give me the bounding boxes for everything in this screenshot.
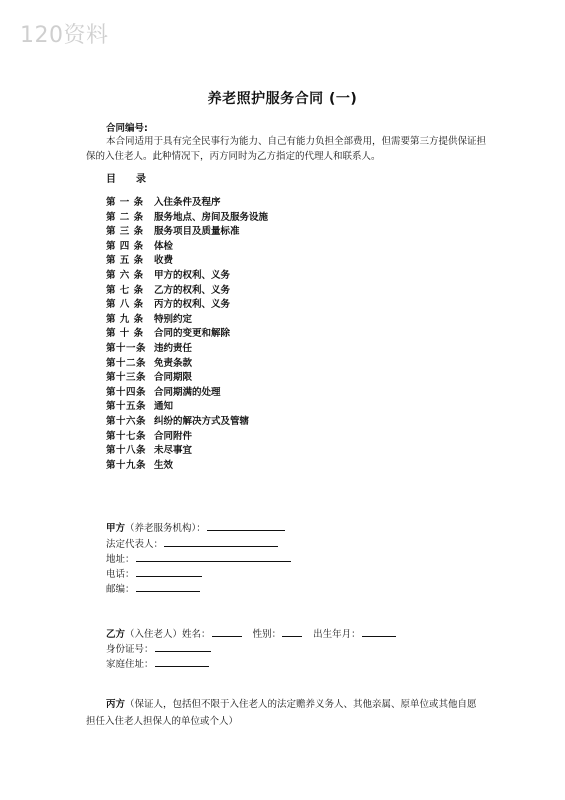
toc-item-number: 第十五条: [106, 401, 147, 413]
toc-item-number: 第 九 条: [106, 313, 144, 325]
toc-item-number: 第 一 条: [106, 197, 144, 208]
toc-item-text: 合同的变更和解除: [154, 328, 231, 340]
toc-item: [106, 457, 268, 472]
toc-item: [106, 398, 268, 413]
toc-item-text: 合同附件: [154, 430, 193, 442]
toc-item-number: 第十二条: [106, 357, 147, 369]
toc-item-number: 第 三 条: [106, 226, 144, 238]
party-a-phone-label: 电话：: [106, 569, 135, 580]
toc-item-number: 第 二 条: [106, 211, 144, 223]
party-a-postcode-label: 邮编：: [106, 584, 135, 595]
toc-item: [106, 355, 268, 370]
toc-item-number: 第 四 条: [106, 240, 144, 252]
party-b-id-blank[interactable]: [155, 640, 211, 652]
party-a-postcode-row: [106, 580, 200, 595]
toc-item-text: 通知: [154, 401, 174, 413]
toc-item-text: 丙方的权利、义务: [154, 299, 231, 311]
toc-item-number: 第 五 条: [106, 255, 144, 267]
toc-item-text: 乙方的权利、义务: [154, 284, 231, 296]
toc-item: [106, 252, 268, 267]
toc-item-text: 合同期满的处理: [154, 386, 221, 398]
toc-item-number: 第十一条: [106, 342, 147, 354]
toc-item: [106, 282, 268, 297]
party-a-rep-blank[interactable]: [164, 535, 278, 547]
toc-item-number: 第十九条: [106, 459, 147, 471]
party-a-address-blank[interactable]: [136, 550, 291, 562]
toc-item: [106, 442, 268, 457]
party-b-home-blank[interactable]: [155, 655, 209, 667]
party-b-title: 乙方: [106, 629, 126, 640]
toc-item: [106, 384, 268, 399]
toc-item-text: 甲方的权利、义务: [154, 269, 231, 281]
party-b-home-row: [106, 655, 209, 670]
party-a-postcode-blank[interactable]: [136, 580, 200, 592]
toc-item: [106, 238, 268, 253]
party-a-title: 甲方: [106, 523, 126, 534]
party-b-id-row: [106, 640, 211, 655]
toc-item-text: 纠纷的解决方式及管辖: [154, 415, 250, 427]
toc-heading: 目录: [106, 174, 166, 185]
toc-item: [106, 223, 268, 238]
party-b-birth-label: 出生年月：: [313, 629, 361, 640]
toc-item: [106, 369, 268, 384]
party-b-id-label: 身份证号：: [106, 644, 154, 655]
toc-item-number: 第十四条: [106, 386, 147, 398]
toc-item: [106, 209, 268, 224]
document-title: 养老照护服务合同 (一): [207, 91, 358, 107]
toc-item: [106, 428, 268, 443]
toc-item-number: 第十六条: [106, 415, 147, 427]
toc-item-text: 违约责任: [154, 342, 193, 354]
party-a-address-row: [106, 550, 291, 565]
toc-item-text: 合同期限: [154, 372, 193, 384]
party-c-text: （保证人，包括但不限于入住老人的法定赡养义务人、其他亲属、原单位或其他自愿担任入住老人担保人的单位或个人）: [86, 699, 477, 727]
party-a-header: [106, 519, 285, 534]
party-c-title: 丙方: [106, 699, 126, 710]
toc-item-number: 第十八条: [106, 445, 147, 457]
party-b-home-label: 家庭住址：: [106, 659, 154, 670]
toc-item: [106, 340, 268, 355]
toc-item-number: 第 七 条: [106, 284, 144, 296]
toc-item-text: 生效: [154, 459, 174, 471]
table-of-contents: [106, 194, 268, 471]
watermark: 120资料: [20, 23, 109, 48]
toc-item: [106, 267, 268, 282]
toc-item-text: 免责条款: [154, 357, 193, 369]
toc-item-number: 第十三条: [106, 372, 147, 384]
party-b-header: [106, 625, 396, 640]
toc-item: [106, 413, 268, 428]
toc-item-text: 服务地点、房间及服务设施: [154, 211, 269, 223]
party-c-block: [86, 696, 486, 730]
toc-item-text: 入住条件及程序: [154, 197, 221, 208]
toc-item-text: 收费: [154, 255, 174, 267]
party-b-note: （入住老人）姓名：: [125, 629, 211, 640]
toc-item-number: 第 六 条: [106, 269, 144, 281]
toc-item-number: 第 八 条: [106, 299, 144, 311]
toc-item-text: 特别约定: [154, 313, 193, 325]
party-a-phone-blank[interactable]: [136, 565, 202, 577]
toc-item: [106, 296, 268, 311]
party-a-rep-label: 法定代表人：: [106, 539, 164, 550]
party-a-name-blank[interactable]: [207, 519, 285, 531]
intro-paragraph: 本合同适用于具有完全民事行为能力、自己有能力负担全部费用，但需要第三方提供保证担保的入住老人。此种情况下，丙方同时为乙方指定的代理人和联系人。: [86, 136, 487, 162]
party-b-gender-blank[interactable]: [282, 625, 302, 637]
contract-number-label: 合同编号:: [106, 123, 148, 134]
toc-item-text: 服务项目及质量标准: [154, 226, 240, 238]
party-b-gender-label: 性别：: [252, 629, 282, 640]
party-b-birth-blank[interactable]: [362, 625, 396, 637]
toc-item: [106, 325, 268, 340]
party-a-phone-row: [106, 565, 202, 580]
party-a-note: （养老服务机构）：: [125, 523, 206, 534]
party-b-name-blank[interactable]: [212, 625, 242, 637]
toc-item: [106, 311, 268, 326]
toc-item-text: 未尽事宜: [154, 445, 193, 457]
toc-item-number: 第十七条: [106, 430, 147, 442]
toc-item: [106, 194, 268, 209]
toc-item-number: 第 十 条: [106, 328, 144, 340]
party-a-address-label: 地址：: [106, 554, 135, 565]
party-a-rep-row: [106, 535, 278, 550]
toc-item-text: 体检: [154, 240, 174, 252]
